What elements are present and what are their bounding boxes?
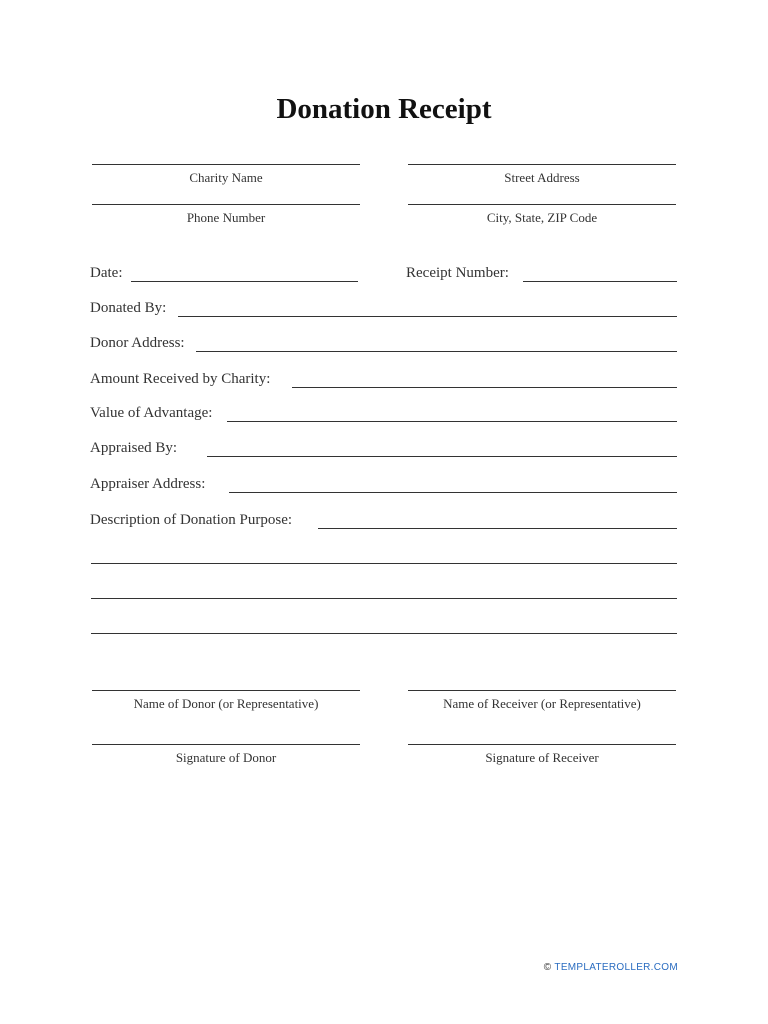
receiver-name-line[interactable]: [408, 690, 676, 691]
amount-received-line[interactable]: [292, 387, 677, 388]
description-line-2[interactable]: [91, 563, 677, 564]
appraised-by-label: Appraised By:: [90, 440, 178, 456]
charity-name-caption: Charity Name: [189, 170, 263, 185]
street-address-line[interactable]: [408, 164, 676, 165]
description-line-3[interactable]: [91, 598, 677, 599]
city-state-zip-line[interactable]: [408, 204, 676, 205]
value-of-advantage-label: Value of Advantage:: [90, 405, 213, 421]
street-address-caption: Street Address: [504, 170, 580, 185]
donor-address-label: Donor Address:: [90, 335, 185, 351]
footer-brand[interactable]: [544, 962, 678, 973]
description-label: Description of Donation Purpose:: [90, 512, 293, 528]
appraiser-address-label: Appraiser Address:: [90, 476, 206, 492]
footer-brand-text[interactable]: TEMPLATEROLLER.COM: [554, 962, 678, 973]
phone-number-line[interactable]: [92, 204, 360, 205]
receipt-number-line[interactable]: [523, 281, 677, 282]
description-line[interactable]: [318, 528, 677, 529]
donor-address-line[interactable]: [196, 351, 677, 352]
receipt-number-label: Receipt Number:: [406, 265, 509, 281]
donor-signature-caption: Signature of Donor: [175, 750, 277, 765]
date-line[interactable]: [131, 281, 358, 282]
page-title: Donation Receipt: [276, 93, 492, 125]
donated-by-line[interactable]: [178, 316, 677, 317]
city-state-zip-caption: City, State, ZIP Code: [486, 210, 598, 225]
charity-name-line[interactable]: [92, 164, 360, 165]
donor-name-caption: Name of Donor (or Representative): [133, 696, 319, 711]
donor-name-line[interactable]: [92, 690, 360, 691]
donor-signature-line[interactable]: [92, 744, 360, 745]
appraiser-address-line[interactable]: [229, 492, 677, 493]
receiver-signature-caption: Signature of Receiver: [485, 750, 599, 765]
appraised-by-line[interactable]: [207, 456, 677, 457]
donated-by-label: Donated By:: [90, 300, 167, 316]
value-of-advantage-line[interactable]: [227, 421, 677, 422]
receiver-signature-line[interactable]: [408, 744, 676, 745]
phone-number-caption: Phone Number: [186, 210, 266, 225]
description-line-4[interactable]: [91, 633, 677, 634]
amount-received-label: Amount Received by Charity:: [90, 371, 271, 387]
receiver-name-caption: Name of Receiver (or Representative): [443, 696, 641, 711]
date-label: Date:: [90, 265, 123, 281]
copyright-icon: ©: [543, 962, 552, 973]
